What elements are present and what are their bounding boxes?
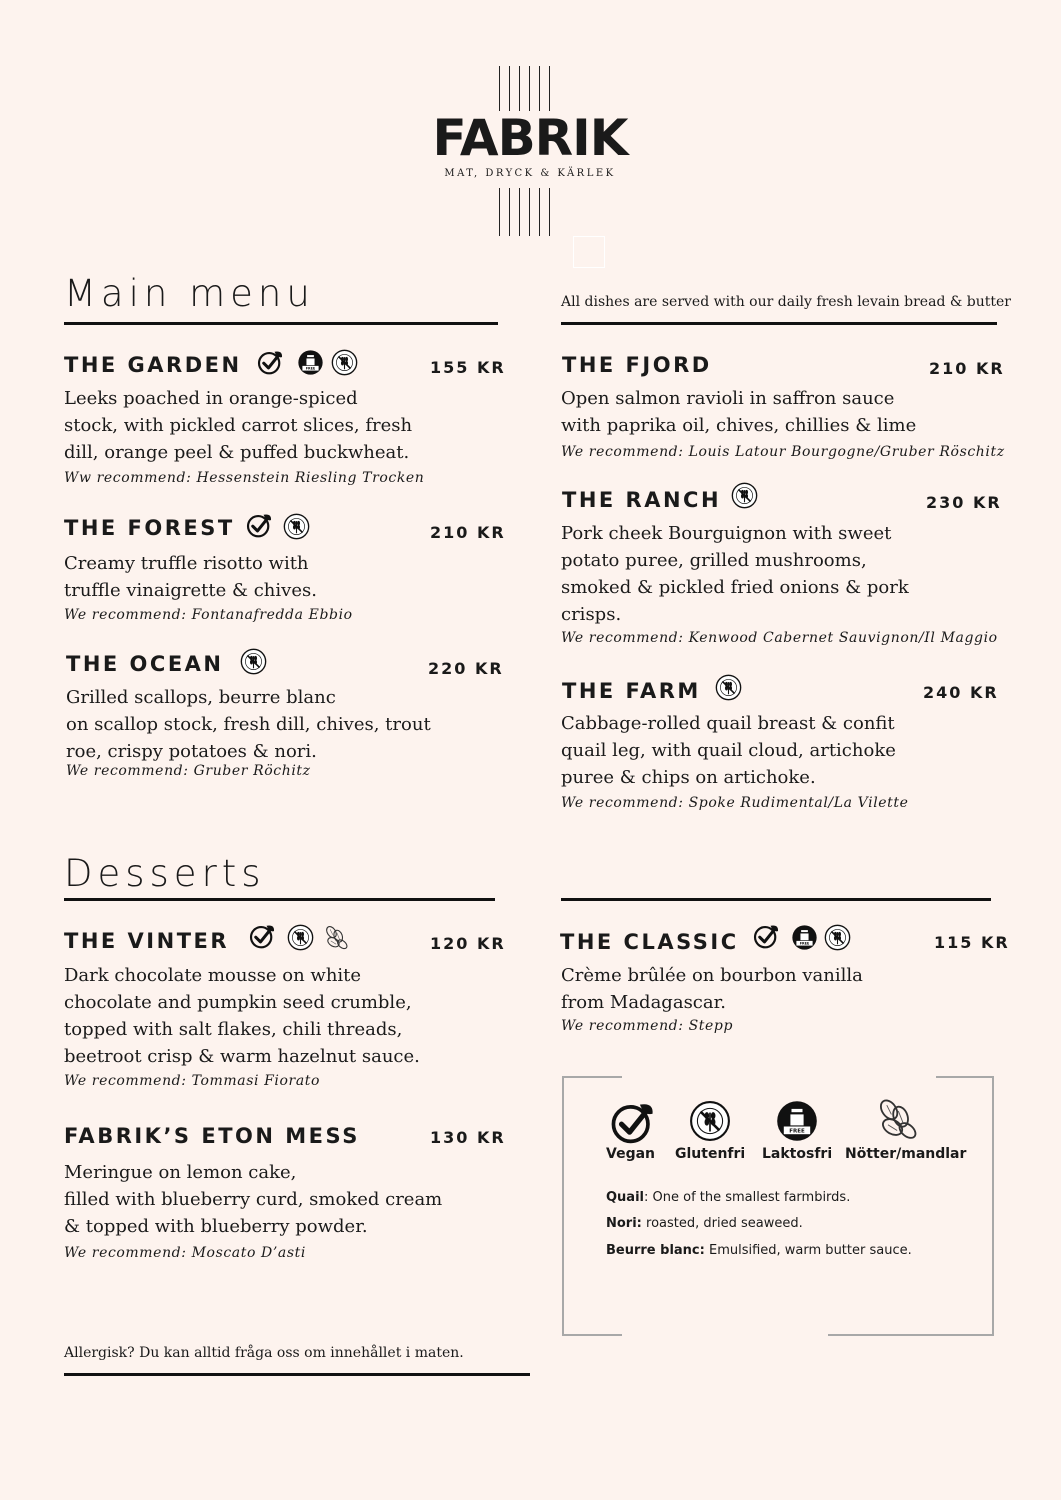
dish-description: Grilled scallops, beurre blanc on scallop stock, fresh dill, chives, trout roe, crispy potatoes & nori. — [66, 687, 431, 762]
dish-description: Meringue on lemon cake, filled with blueberry curd, smoked cream & topped with blueberry powder. — [64, 1162, 443, 1237]
gluten-free-icon — [283, 513, 310, 540]
gluten-free-icon — [240, 648, 267, 675]
gluten-free-icon — [287, 924, 314, 951]
logo-bar — [499, 188, 500, 236]
logo-bar — [549, 188, 550, 236]
legend-frame-right — [992, 1076, 994, 1336]
dish-name: THE VINTER — [64, 929, 230, 953]
legend-frame-top-left — [562, 1076, 622, 1078]
legend-label-vegan: Vegan — [606, 1146, 655, 1162]
dish-description: Creamy truffle risotto with truffle vinaigrette & chives. — [64, 553, 317, 601]
footer-rule — [64, 1373, 530, 1376]
gluten-free-icon — [689, 1100, 731, 1142]
vegan-icon — [249, 923, 276, 950]
brand-name: FABRIK — [432, 109, 628, 167]
logo-bar — [509, 66, 510, 111]
glossary-sep: : — [644, 1190, 653, 1205]
legend-frame-left — [562, 1076, 564, 1336]
dish-description: Open salmon ravioli in saffron sauce with paprika oil, chives, chillies & lime — [561, 388, 917, 436]
glossary-term: Quail — [606, 1190, 644, 1205]
dish-price: 220 KR — [428, 659, 504, 678]
glossary-definition: Emulsified, warm butter sauce. — [708, 1243, 912, 1258]
main-menu-rule-right — [561, 322, 997, 325]
logo-bar — [509, 188, 510, 236]
glossary-nori — [606, 1216, 803, 1231]
wine-recommendation: We recommend: Spoke Rudimental/La Vilette — [561, 795, 909, 811]
glossary-term: Beurre blanc: — [606, 1243, 705, 1258]
wine-recommendation: We recommend: Gruber Röchitz — [66, 763, 311, 779]
lactose-free-icon — [297, 349, 324, 376]
wine-recommendation: We recommend: Kenwood Cabernet Sauvignon/Il Maggio — [561, 630, 998, 646]
glossary-definition: roasted, dried seaweed. — [646, 1216, 803, 1231]
wine-recommendation: Ww recommend: Hessenstein Riesling Trocken — [64, 470, 425, 486]
dish-description: Leeks poached in orange-spiced stock, with pickled carrot slices, fresh dill, orange peel & puffed buckwheat. — [64, 388, 413, 463]
dish-description: Crème brûlée on bourbon vanilla from Madagascar. — [561, 965, 863, 1013]
logo-bar — [529, 66, 530, 111]
legend-label-notter: Nötter/mandlar — [845, 1146, 967, 1162]
dish-price: 210 KR — [929, 359, 1005, 378]
logo-bars-top — [499, 66, 550, 111]
dish-name: THE FOREST — [64, 516, 235, 540]
desserts-rule-right — [561, 898, 991, 901]
legend-frame-bottom-right — [828, 1334, 994, 1336]
dish-price: 115 KR — [934, 933, 1010, 952]
bread-note: All dishes are served with our daily fresh levain bread & butter — [561, 294, 1011, 310]
logo-bar — [539, 188, 540, 236]
dish-name: FABRIK’S ETON MESS — [64, 1124, 360, 1148]
gluten-free-icon — [715, 674, 742, 701]
glossary-term: Nori: — [606, 1216, 642, 1231]
logo-bar — [499, 66, 500, 111]
dish-name: THE FARM — [562, 679, 701, 703]
wine-recommendation: We recommend: Fontanafredda Ebbio — [64, 607, 353, 623]
vegan-icon — [753, 923, 780, 950]
logo-bar — [519, 188, 520, 236]
dish-price: 120 KR — [430, 934, 506, 953]
dish-price: 155 KR — [430, 358, 506, 377]
dish-description: Cabbage-rolled quail breast & confit quail leg, with quail cloud, artichoke puree & chips on artichoke. — [561, 713, 896, 788]
logo-bars-bottom — [499, 188, 550, 236]
logo-bar — [549, 66, 550, 111]
desserts-title: Desserts — [64, 852, 266, 895]
wine-recommendation: We recommend: Stepp — [561, 1018, 734, 1034]
logo-bar — [519, 66, 520, 111]
vegan-icon — [610, 1100, 656, 1146]
dish-price: 240 KR — [923, 683, 999, 702]
allergy-note: Allergisk? Du kan alltid fråga oss om innehållet i maten. — [64, 1345, 464, 1361]
legend-frame-bottom-left — [562, 1334, 622, 1336]
dish-name: THE CLASSIC — [560, 930, 739, 954]
nuts-icon — [873, 1096, 919, 1142]
logo-square — [573, 236, 605, 268]
dish-description: Pork cheek Bourguignon with sweet potato puree, grilled mushrooms, smoked & pickled fried onions & pork crisps. — [561, 523, 909, 625]
legend-label-glutenfri: Glutenfri — [675, 1146, 746, 1162]
legend-label-laktosfri: Laktosfri — [762, 1146, 833, 1162]
dish-price: 210 KR — [430, 523, 506, 542]
glossary-definition: One of the smallest farmbirds. — [652, 1190, 851, 1205]
gluten-free-icon — [331, 349, 358, 376]
brand-tagline: MAT, DRYCK & KÄRLEK — [444, 168, 616, 179]
dish-name: THE GARDEN — [64, 353, 242, 377]
logo-bar — [539, 66, 540, 111]
glossary-quail — [606, 1190, 850, 1205]
dish-name: THE FJORD — [562, 353, 712, 377]
dish-name: THE RANCH — [562, 488, 722, 512]
wine-recommendation: We recommend: Louis Latour Bourgogne/Gruber Röschitz — [561, 444, 1005, 460]
main-menu-rule-left — [64, 322, 498, 325]
dish-description: Dark chocolate mousse on white chocolate and pumpkin seed crumble, topped with salt flakes, chili threads, beetroot crisp & warm hazelnut sauce. — [64, 965, 420, 1067]
glossary-beurre-blanc — [606, 1243, 912, 1258]
dish-price: 230 KR — [926, 493, 1002, 512]
gluten-free-icon — [824, 924, 851, 951]
nuts-icon — [322, 924, 349, 951]
logo-bar — [529, 188, 530, 236]
main-menu-title: Main menu — [64, 272, 315, 315]
wine-recommendation: We recommend: Tommasi Fiorato — [64, 1073, 321, 1089]
gluten-free-icon — [731, 482, 758, 509]
lactose-free-icon — [791, 924, 818, 951]
vegan-icon — [257, 349, 284, 376]
wine-recommendation: We recommend: Moscato D’asti — [64, 1245, 306, 1261]
desserts-rule-left — [64, 898, 495, 901]
legend-frame-top-right — [936, 1076, 994, 1078]
lactose-free-icon — [775, 1099, 819, 1143]
dish-name: THE OCEAN — [66, 652, 224, 676]
vegan-icon — [246, 512, 273, 539]
dish-price: 130 KR — [430, 1128, 506, 1147]
